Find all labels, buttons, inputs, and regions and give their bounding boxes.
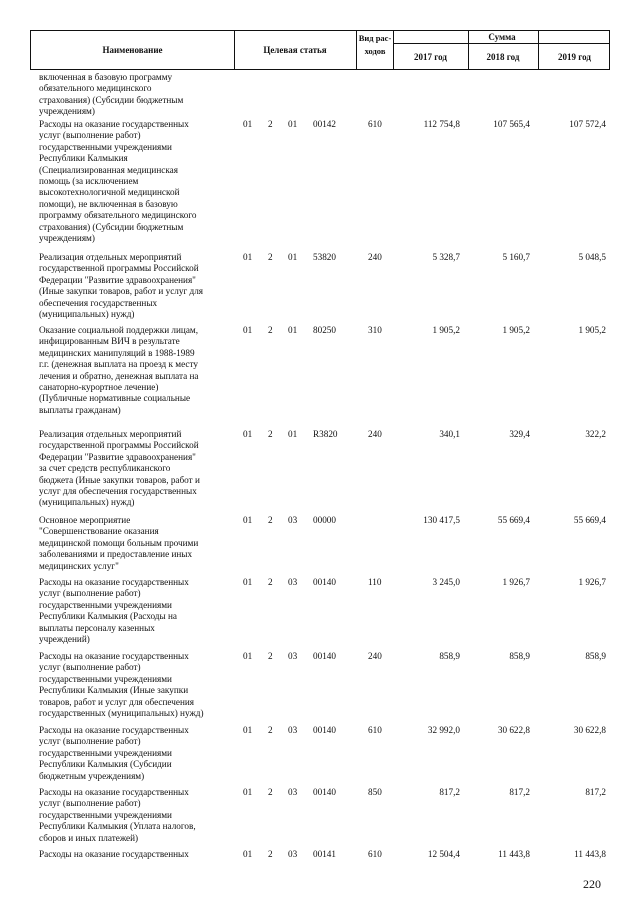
row-gp: 01 — [243, 651, 253, 661]
row-sum-2017: 1 905,2 — [432, 325, 460, 335]
row-sp: 2 — [268, 787, 273, 797]
row-vid: 850 — [368, 787, 382, 797]
row-gp: 01 — [243, 325, 253, 335]
row-sum-2018: 1 905,2 — [502, 325, 530, 335]
row-name: Расходы на оказание государственных услуг (выполнение работ) государственными учреждениями Республики Калмыкия (Субсидии бюджетным учреждениям) — [39, 725, 189, 781]
row-sum-2018: 817,2 — [509, 787, 530, 797]
row-sp: 2 — [268, 429, 273, 439]
row-name: Основное мероприятие "Совершенствование оказания медицинской помощи больным прочими заболеваниями и предоставление иных медицинских услуг" — [39, 515, 199, 571]
row-name: Расходы на оказание государственных — [39, 849, 189, 859]
row-os: 01 — [288, 119, 298, 129]
row-sp: 2 — [268, 849, 273, 859]
row-vid: 310 — [368, 325, 382, 335]
row-vid: 610 — [368, 849, 382, 859]
row-name: Реализация отдельных мероприятий государственной программы Российской Федерации "Развитие здравоохранения" (Иные закупки товаров, работ и услуг для обеспечения государственных (муниципальных) нужд) — [39, 252, 204, 320]
header-name: Наименование — [102, 45, 163, 55]
row-direction: 80250 — [313, 325, 336, 335]
page-number: 220 — [583, 877, 601, 891]
row-vid: 610 — [368, 119, 382, 129]
row-sum-2019: 55 669,4 — [573, 515, 606, 525]
row-os: 03 — [288, 515, 298, 525]
row-sum-2017: 130 417,5 — [423, 515, 460, 525]
table-row — [30, 119, 610, 251]
row-gp: 01 — [243, 515, 253, 525]
row-sp: 2 — [268, 252, 273, 262]
row-direction: 00140 — [313, 577, 336, 587]
row-sum-2019: 11 443,8 — [574, 849, 606, 859]
table-row — [30, 787, 610, 847]
row-gp: 01 — [243, 252, 253, 262]
row-sum-2017: 5 328,7 — [432, 252, 460, 262]
row-os: 03 — [288, 725, 298, 735]
row-direction: 00141 — [313, 849, 336, 859]
row-sum-2017: 32 992,0 — [427, 725, 460, 735]
row-os: 03 — [288, 849, 298, 859]
row-sp: 2 — [268, 725, 273, 735]
row-gp: 01 — [243, 787, 253, 797]
header-target: Целевая статья — [263, 45, 327, 55]
row-gp: 01 — [243, 577, 253, 587]
row-sum-2019: 817,2 — [585, 787, 606, 797]
row-direction: 00000 — [313, 515, 336, 525]
row-os: 01 — [288, 429, 298, 439]
row-os: 01 — [288, 252, 298, 262]
row-sum-2017: 112 754,8 — [423, 119, 460, 129]
table-row — [30, 252, 610, 324]
row-name: Расходы на оказание государственных услуг (выполнение работ) государственными учреждениями Республики Калмыкия (Специализированная медицинская помощь (за исключением высокотехнологичной медицинской помощи), не включенная в базовую программу обязательного медицинского страхования) (Субсидии бюджетным учреждениям) — [39, 119, 197, 244]
row-sum-2019: 1 905,2 — [578, 325, 606, 335]
row-os: 03 — [288, 787, 298, 797]
row-sum-2017: 3 245,0 — [432, 577, 460, 587]
header-2018: 2018 год — [486, 52, 520, 62]
row-sum-2017: 340,1 — [439, 429, 460, 439]
row-name: Оказание социальной поддержки лицам, инфицированным ВИЧ в результате медицинских манипуляций в 1988-1989 г.г. (денежная выплата на проезд к месту лечения и обратно, денежная выплата на санаторно-курортное лечение) (Публичные нормативные социальные выплаты гражданам) — [39, 325, 199, 415]
row-sum-2019: 107 572,4 — [569, 119, 606, 129]
row-sum-2017: 12 504,4 — [427, 849, 460, 859]
row-name: Расходы на оказание государственных услуг (выполнение работ) государственными учреждениями Республики Калмыкия (Иные закупки товаров, работ и услуг для обеспечения государственных (муниципальных) нужд) — [39, 651, 204, 719]
row-sp: 2 — [268, 651, 273, 661]
row-name: Расходы на оказание государственных услуг (выполнение работ) государственными учреждениями Республики Калмыкия (Уплата налогов, сборов и иных платежей) — [39, 787, 196, 843]
row-direction: R3820 — [313, 429, 338, 439]
row-vid: 110 — [368, 577, 382, 587]
row-name: включенная в базовую программу обязательного медицинского страхования) (Субсидии бюджетным учреждениям) — [39, 72, 184, 117]
table-row — [30, 515, 610, 575]
table-row — [30, 651, 610, 723]
table-row — [30, 577, 610, 649]
row-gp: 01 — [243, 849, 253, 859]
row-sum-2017: 858,9 — [439, 651, 460, 661]
row-sum-2018: 30 622,8 — [497, 725, 530, 735]
row-sp: 2 — [268, 515, 273, 525]
row-sum-2017: 817,2 — [439, 787, 460, 797]
row-direction: 53820 — [313, 252, 336, 262]
row-sum-2018: 5 160,7 — [502, 252, 530, 262]
table-row — [30, 72, 610, 118]
row-gp: 01 — [243, 119, 253, 129]
table-row — [30, 325, 610, 421]
row-name: Реализация отдельных мероприятий государственной программы Российской Федерации "Развитие здравоохранения" за счет средств республиканского бюджета (Иные закупки товаров, работ и услуг для обеспечения государственных (муниципальных) нужд) — [39, 429, 200, 508]
row-os: 03 — [288, 651, 298, 661]
row-sp: 2 — [268, 119, 273, 129]
row-sum-2018: 107 565,4 — [493, 119, 530, 129]
header-2017: 2017 год — [414, 52, 447, 62]
table-row — [30, 429, 610, 513]
row-vid: 240 — [368, 429, 382, 439]
table-row — [30, 849, 610, 863]
row-sum-2018: 55 669,4 — [497, 515, 530, 525]
table-header — [30, 30, 610, 70]
header-2019: 2019 год — [558, 52, 591, 62]
row-sum-2019: 30 622,8 — [573, 725, 606, 735]
header-sum: Сумма — [488, 32, 516, 42]
row-sp: 2 — [268, 325, 273, 335]
row-sum-2018: 1 926,7 — [502, 577, 530, 587]
row-sum-2018: 858,9 — [509, 651, 530, 661]
row-vid: 240 — [368, 651, 382, 661]
row-vid: 240 — [368, 252, 382, 262]
row-direction: 00140 — [313, 651, 336, 661]
row-name: Расходы на оказание государственных услуг (выполнение работ) государственными учреждениями Республики Калмыкия (Расходы на выплаты персоналу казенных учреждений) — [39, 577, 189, 645]
row-sum-2018: 329,4 — [509, 429, 530, 439]
row-sum-2019: 5 048,5 — [578, 252, 606, 262]
row-sum-2019: 1 926,7 — [578, 577, 606, 587]
row-direction: 00140 — [313, 725, 336, 735]
table-row — [30, 725, 610, 785]
header-vid: Вид рас-ходов — [358, 33, 392, 56]
row-vid: 610 — [368, 725, 382, 735]
row-sp: 2 — [268, 577, 273, 587]
row-direction: 00142 — [313, 119, 336, 129]
row-os: 01 — [288, 325, 298, 335]
row-sum-2019: 322,2 — [585, 429, 606, 439]
row-gp: 01 — [243, 429, 253, 439]
row-direction: 00140 — [313, 787, 336, 797]
row-gp: 01 — [243, 725, 253, 735]
row-sum-2018: 11 443,8 — [498, 849, 530, 859]
row-sum-2019: 858,9 — [585, 651, 606, 661]
row-os: 03 — [288, 577, 298, 587]
